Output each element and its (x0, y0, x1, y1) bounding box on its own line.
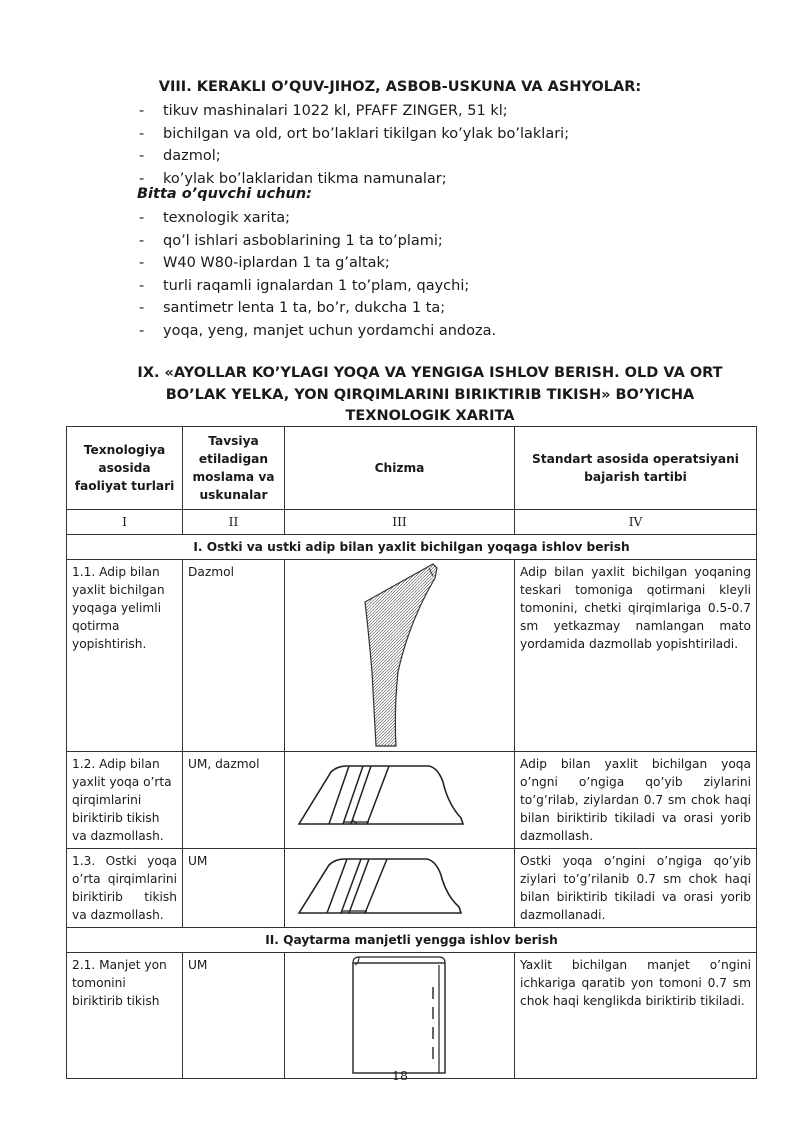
list-item: - qo’l ishlari asboblarining 1 ta to’plami; (139, 232, 443, 249)
tools-cell: UM (183, 849, 285, 928)
procedure-cell: Adip bilan yaxlit bichilgan yoqa o’ngni o’ngiga qo’yib ziylarini to’g’rilab, ziylardan 0.7 sm chok haqi bilan biriktirib tikiladi va orasi yorib dazmollash. (515, 752, 757, 849)
section-9-title-line3: TEXNOLOGIK XARITA (345, 408, 515, 424)
group-2-title: II. Qaytarma manjetli yengga ishlov berish (67, 928, 757, 953)
tools-cell: UM, dazmol (183, 752, 285, 849)
list-item: - W40 W80-iplardan 1 ta g’altak; (139, 255, 390, 272)
list-item: - ko’ylak bo’laklaridan tikma namunalar; (139, 170, 447, 187)
list-item: - turli raqamli ignalardan 1 to’plam, qaychi; (139, 277, 470, 294)
header-procedure: Standart asosida operatsiyani bajarish tartibi (515, 427, 757, 510)
procedure-cell: Ostki yoqa o’ngini o’ngiga qo’yib ziylari to’g’rilanib 0.7 sm chok haqi bilan biriktirib tikiladi va orasi yorib dazmollanadi. (515, 849, 757, 928)
activity-cell: 1.2. Adip bilan yaxlit yoqa o’rta qirqimlarini biriktirib tikish va dazmollash. (67, 752, 183, 849)
table-row (67, 953, 757, 1079)
list-item: - bichilgan va old, ort bo’laklari tikilgan ko’ylak bo’laklari; (139, 125, 570, 142)
list-item: - yoqa, yeng, manjet uchun yordamchi andoza. (139, 322, 497, 339)
table-header-row (67, 427, 757, 510)
procedure-cell: Yaxlit bichilgan manjet o’ngini ichkariga qaratib yon tomoni 0.7 sm chok haqi kenglikda biriktirib tikiladi. (515, 953, 757, 1079)
header-drawing: Chizma (285, 427, 515, 510)
roman-numeral-row (67, 510, 757, 535)
activity-cell: 1.1. Adip bilan yaxlit bichilgan yoqaga yelimli qotirma yopishtirish. (67, 560, 183, 752)
drawing-cell (285, 849, 515, 928)
section-8-title: VIII. KERAKLI O’QUV-JIHOZ, ASBOB-USKUNA VA ASHYOLAR: (158, 79, 642, 95)
table-row (67, 849, 757, 928)
group-1-title: I. Ostki va ustki adip bilan yaxlit bichilgan yoqaga ishlov berish (67, 535, 757, 560)
cuff-drawing (285, 953, 515, 1077)
list-item: - texnologik xarita; (139, 210, 291, 226)
page-number: 18 (392, 1068, 408, 1083)
header-tools: Tavsiya etiladigan moslama va uskunalar (183, 427, 285, 510)
tools-cell: Dazmol (183, 560, 285, 752)
tools-cell: UM (183, 953, 285, 1079)
roman-iv: IV (515, 510, 757, 535)
list-item: - santimetr lenta 1 ta, bo’r, dukcha 1 ta; (139, 300, 446, 317)
group-row (67, 535, 757, 560)
collar-seam-drawing (285, 752, 515, 842)
section-9-title-line2: BO’LAK YELKA, YON QIRQIMLARINI BIRIKTIRIB TIKISH» BO’YICHA (165, 387, 695, 403)
drawing-cell (285, 560, 515, 752)
roman-ii: II (183, 510, 285, 535)
roman-i: I (67, 510, 183, 535)
section-9-title-line1: IX. «AYOLLAR KO’YLAGI YOQA VA YENGIGA ISHLOV BERISH. OLD VA ORT (137, 365, 723, 381)
table-row (67, 752, 757, 849)
procedure-cell: Adip bilan yaxlit bichilgan yoqaning teskari tomoniga qotirmani kleyli tomonini, chetki qirqimlariga 0.5-0.7 sm yetkazmay namlangan mato yordamida dazmollab yopishtiriladi. (515, 560, 757, 752)
table-row (67, 560, 757, 752)
drawing-cell (285, 752, 515, 849)
student-subheading: Bitta o’quvchi uchun: (137, 186, 312, 202)
under-collar-seam-drawing (285, 849, 515, 917)
list-item: - tikuv mashinalari 1022 kl, PFAFF ZINGER, 51 kl; (139, 103, 508, 119)
group-row (67, 928, 757, 953)
header-activity: Texnologiya asosida faoliyat turlari (67, 427, 183, 510)
list-item: - dazmol; (139, 148, 221, 165)
technology-map-table (66, 426, 757, 1079)
equipment-list (137, 100, 569, 190)
collar-facing-drawing (285, 560, 515, 750)
roman-iii: III (285, 510, 515, 535)
student-list (137, 207, 496, 343)
activity-cell: 2.1. Manjet yon tomonini biriktirib tikish (67, 953, 183, 1079)
drawing-cell (285, 953, 515, 1079)
activity-cell: 1.3. Ostki yoqa o’rta qirqimlarini biriktirib tikish va dazmollash. (67, 849, 183, 928)
